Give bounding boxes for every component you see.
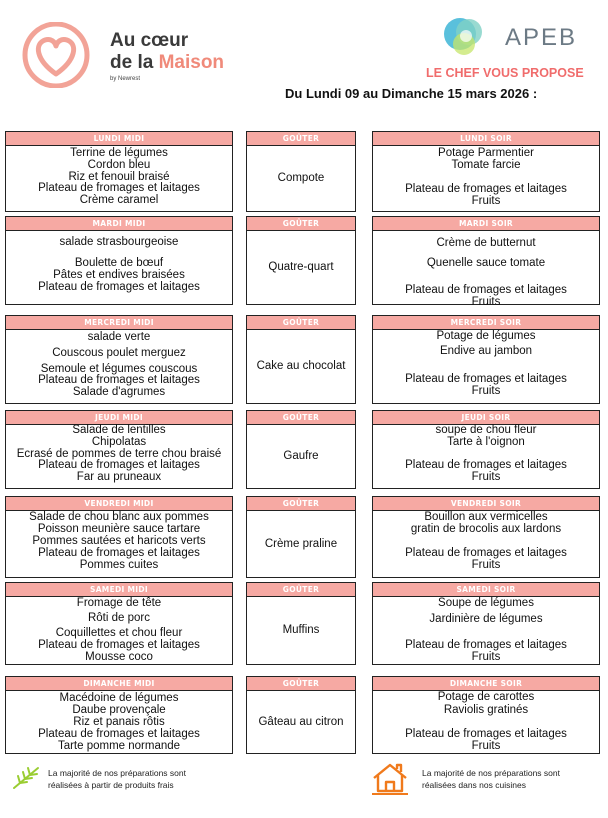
brand-line1: Au cœur (110, 30, 189, 51)
brand-name (110, 30, 224, 82)
menu-item: Fruits (471, 296, 501, 308)
menu-box-header: DIMANCHE SOIR (373, 677, 599, 691)
menu-item: Macédoine de légumes (59, 692, 179, 704)
menu-box-soir (372, 315, 600, 404)
apeb-logo-icon (438, 14, 494, 58)
gouter-item: Muffins (282, 624, 320, 636)
menu-item: Potage Parmentier (438, 147, 534, 159)
menu-item: Fruits (471, 740, 501, 752)
au-coeur-logo-icon (18, 22, 98, 88)
menu-box-header: LUNDI MIDI (6, 132, 232, 146)
menu-item: Quenelle sauce tomate (426, 257, 546, 269)
menu-item: Salade de lentilles (72, 424, 166, 436)
menu-item: Plateau de fromages et laitages (405, 728, 567, 740)
menu-item: Pommes sautées et haricots verts (32, 535, 206, 547)
menu-box-header: GOÛTER (247, 497, 355, 511)
menu-item: Jardinière de légumes (429, 613, 543, 625)
menu-item: Riz et panais rôtis (73, 716, 165, 728)
gouter-item: Crème praline (264, 537, 338, 550)
menu-box-header: GOÛTER (247, 411, 355, 425)
menu-box-soir (372, 216, 600, 308)
menu-box-header: VENDREDI SOIR (373, 497, 599, 511)
menu-item: Tomate farcie (451, 159, 521, 171)
menu-item: Cordon bleu (87, 159, 151, 171)
menu-box-midi (5, 496, 233, 578)
menu-box-midi (5, 315, 233, 404)
menu-item: Crème caramel (79, 194, 159, 206)
menu-item: Fruits (471, 471, 501, 483)
menu-item: Fruits (471, 651, 501, 663)
menu-item: Plateau de fromages et laitages (405, 547, 567, 559)
brand-sub: by Newrest (110, 76, 141, 82)
menu-item: Tarte pomme normande (57, 740, 181, 752)
menu-item: Bouillon aux vermicelles (424, 511, 548, 523)
menu-box-midi (5, 676, 233, 754)
menu-item: Plateau de fromages et laitages (405, 183, 567, 195)
menu-box-header: MARDI SOIR (373, 217, 599, 231)
menu-item: Ecrasé de pommes de terre chou braisé (16, 448, 222, 460)
gouter-item: Cake au chocolat (256, 360, 346, 372)
menu-item: Potage de légumes (436, 330, 536, 342)
gouter-item: Gâteau au citron (258, 715, 344, 728)
menu-item: Boulette de bœuf (74, 257, 164, 269)
menu-box-header: VENDREDI MIDI (6, 497, 232, 511)
menu-item: Plateau de fromages et laitages (405, 459, 567, 471)
menu-item: Mousse coco (85, 651, 153, 663)
menu-item: Crème de butternut (436, 237, 536, 249)
menu-box-header: MERCREDI MIDI (6, 316, 232, 330)
menu-box-midi (5, 410, 233, 489)
menu-item: Salade de chou blanc aux pommes (29, 511, 209, 523)
menu-box-soir (372, 582, 600, 665)
menu-item: Plateau de fromages et laitages (38, 639, 200, 651)
menu-item: Daube provençale (72, 704, 166, 716)
menu-box-header: GOÛTER (247, 677, 355, 691)
menu-item: Plateau de fromages et laitages (38, 374, 200, 386)
menu-item: Pâtes et endives braisées (53, 269, 185, 281)
menu-item: Plateau de fromages et laitages (38, 281, 200, 293)
menu-item: Chipolatas (91, 436, 147, 448)
menu-item: salade strasbourgeoise (59, 236, 179, 248)
menu-item: salade verte (87, 331, 151, 343)
menu-box-header: MERCREDI SOIR (373, 316, 599, 330)
menu-box-soir (372, 410, 600, 489)
menu-box-midi (5, 216, 233, 305)
menu-box-header: GOÛTER (247, 217, 355, 231)
menu-box-gouter (246, 496, 356, 578)
menu-item: Raviolis gratinés (443, 704, 529, 716)
menu-box-header: MARDI MIDI (6, 217, 232, 231)
house-icon (370, 762, 410, 796)
chef-tagline: LE CHEF VOUS PROPOSE (426, 66, 584, 80)
menu-box-header: SAMEDI SOIR (373, 583, 599, 597)
menu-box-header: JEUDI SOIR (373, 411, 599, 425)
menu-item: Rôti de porc (87, 612, 150, 624)
apeb-name: APEB (505, 24, 578, 51)
menu-item: Endive au jambon (439, 345, 533, 357)
menu-item: Poisson meunière sauce tartare (37, 523, 201, 535)
menu-box-header: SAMEDI MIDI (6, 583, 232, 597)
gouter-item: Compote (277, 172, 325, 184)
menu-item: Plateau de fromages et laitages (405, 284, 567, 296)
menu-box-header: JEUDI MIDI (6, 411, 232, 425)
menu-box-midi (5, 131, 233, 212)
menu-box-gouter (246, 582, 356, 665)
menu-box-midi (5, 582, 233, 665)
wheat-icon (10, 764, 44, 790)
menu-box-header: GOÛTER (247, 316, 355, 330)
menu-item: Plateau de fromages et laitages (38, 547, 200, 559)
gouter-item: Gaufre (283, 450, 319, 462)
menu-item: Fruits (471, 385, 501, 397)
menu-item: Coquillettes et chou fleur (55, 627, 183, 639)
menu-box-header: DIMANCHE MIDI (6, 677, 232, 691)
menu-item: Plateau de fromages et laitages (38, 182, 200, 194)
brand-line2: de la Maison (110, 52, 225, 73)
menu-item: Riz et fenouil braisé (68, 171, 170, 183)
menu-item: Soupe de légumes (438, 597, 534, 609)
menu-item: Semoule et légumes couscous (40, 363, 198, 375)
menu-box-header: GOÛTER (247, 132, 355, 146)
menu-box-header: GOÛTER (247, 583, 355, 597)
footer-right-text: La majorité de nos préparations sont réalisées dans nos cuisines (422, 768, 560, 790)
menu-item: Far au pruneaux (76, 471, 162, 483)
menu-item: Plateau de fromages et laitages (405, 373, 567, 385)
menu-date-title: Du Lundi 09 au Dimanche 15 mars 2026 : (285, 86, 538, 101)
gouter-item: Quatre-quart (268, 261, 334, 273)
menu-item: Tarte à l'oignon (447, 436, 525, 448)
menu-item: Terrine de légumes (70, 147, 168, 159)
menu-item: Pommes cuites (79, 559, 159, 571)
menu-item: gratin de brocolis aux lardons (410, 523, 562, 535)
menu-item: Salade d'agrumes (72, 386, 166, 398)
menu-box-header: LUNDI SOIR (373, 132, 599, 146)
menu-item: soupe de chou fleur (435, 424, 537, 436)
menu-box-gouter (246, 216, 356, 305)
menu-box-gouter (246, 676, 356, 754)
menu-box-soir (372, 496, 600, 578)
menu-box-soir (372, 676, 600, 754)
menu-box-gouter (246, 410, 356, 489)
menu-item: Plateau de fromages et laitages (405, 639, 567, 651)
menu-item: Plateau de fromages et laitages (38, 728, 200, 740)
menu-item: Couscous poulet merguez (52, 347, 186, 359)
menu-item: Fruits (471, 559, 501, 571)
menu-item: Plateau de fromages et laitages (38, 459, 200, 471)
menu-box-gouter (246, 131, 356, 212)
menu-item: Potage de carottes (437, 691, 535, 703)
menu-item: Fruits (471, 195, 501, 207)
footer-left-text: La majorité de nos préparations sont réalisées à partir de produits frais (48, 768, 186, 790)
menu-box-gouter (246, 315, 356, 404)
menu-item: Fromage de tête (76, 597, 162, 609)
menu-box-soir (372, 131, 600, 212)
